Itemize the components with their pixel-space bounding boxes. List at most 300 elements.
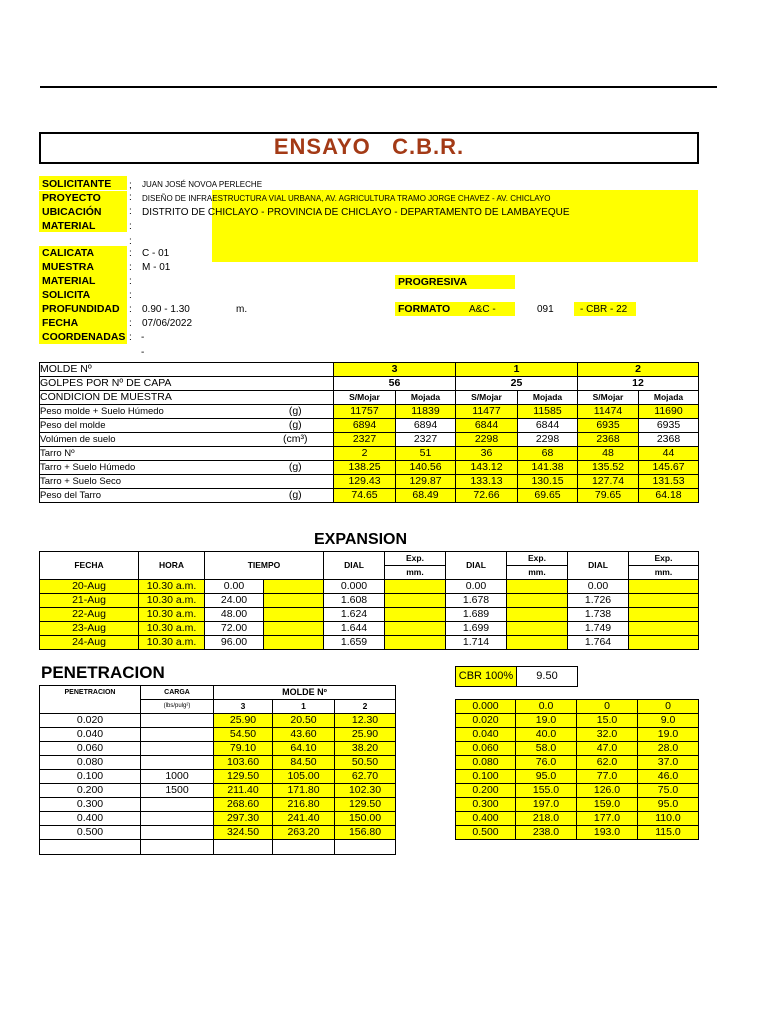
- table-row: [40, 419, 699, 433]
- cell: 133.13: [456, 475, 518, 489]
- cell: 193.0: [577, 826, 638, 840]
- cell: 102.30: [335, 784, 396, 798]
- cell: 79.10: [214, 742, 273, 756]
- cell: 0: [638, 700, 699, 714]
- coordenadas-value: -: [141, 347, 145, 358]
- cell: 47.0: [577, 742, 638, 756]
- proyecto-value: DISEÑO DE INFRAESTRUCTURA VIAL URBANA, AV. AGRICULTURA TRAMO JORGE CHAVEZ - AV. CHICLAYO: [142, 194, 551, 203]
- cell: 11757: [334, 405, 396, 419]
- table-row: [40, 461, 699, 475]
- table-row: [40, 489, 699, 503]
- table-row: [40, 840, 396, 855]
- cell: 25.90: [214, 714, 273, 728]
- colon: :: [129, 332, 132, 343]
- cell: 0.500: [40, 826, 141, 840]
- col-molde: MOLDE Nº: [214, 686, 396, 700]
- cell: 0.080: [456, 756, 516, 770]
- cell: 0.000: [456, 700, 516, 714]
- muestra-value: M - 01: [142, 262, 171, 273]
- mold-number: 2: [335, 700, 396, 714]
- formato-prefix: A&C -: [469, 304, 496, 315]
- cell: 44: [639, 447, 699, 461]
- cell: 10.30 a.m.: [139, 622, 205, 636]
- cell: 15.0: [577, 714, 638, 728]
- col-mm: mm.: [507, 566, 568, 580]
- table-row: [40, 742, 396, 756]
- cell: 62.0: [577, 756, 638, 770]
- cell: 1000: [141, 770, 214, 784]
- cell: [629, 636, 699, 650]
- cell: 0: [577, 700, 638, 714]
- cell: 177.0: [577, 812, 638, 826]
- col-exp: Exp.: [507, 552, 568, 566]
- cbr-value: 9.50: [517, 667, 578, 687]
- cell: 0.060: [40, 742, 141, 756]
- profundidad-unit: m.: [236, 304, 248, 315]
- row-label: Peso del Tarro: [40, 489, 258, 503]
- ubicacion-value: DISTRITO DE CHICLAYO - PROVINCIA DE CHICLAYO - DEPARTAMENTO DE LAMBAYEQUE: [142, 207, 570, 218]
- cell: 0.500: [456, 826, 516, 840]
- mold-number: 3: [334, 363, 456, 377]
- row-label: Peso del molde: [40, 419, 258, 433]
- row-unit: (g): [258, 419, 334, 433]
- cell: 37.0: [638, 756, 699, 770]
- cell: 0.0: [516, 700, 577, 714]
- cell: 150.00: [335, 812, 396, 826]
- table-row: [456, 756, 699, 770]
- table-row: [40, 756, 396, 770]
- cell: 22-Aug: [40, 608, 139, 622]
- cell: 20.50: [273, 714, 335, 728]
- table-row: [456, 728, 699, 742]
- table-row: [456, 770, 699, 784]
- coordenadas-label: COORDENADAS: [42, 331, 126, 343]
- cell: 54.50: [214, 728, 273, 742]
- mold-number: 3: [214, 700, 273, 714]
- cell: 138.25: [334, 461, 396, 475]
- golpes-value: 56: [334, 377, 456, 391]
- cell: 263.20: [273, 826, 335, 840]
- col-mm: mm.: [629, 566, 699, 580]
- solicita-label: SOLICITA: [42, 289, 91, 301]
- formato-code: - CBR - 22: [580, 304, 628, 315]
- row-label: Tarro Nº: [40, 447, 258, 461]
- cell: 135.52: [578, 461, 639, 475]
- cell: 0.00: [205, 580, 264, 594]
- row-label: Peso molde + Suelo Húmedo: [40, 405, 258, 419]
- cell: [141, 742, 214, 756]
- cell: 12.30: [335, 714, 396, 728]
- cell: 131.53: [639, 475, 699, 489]
- cell: 324.50: [214, 826, 273, 840]
- cell: 20-Aug: [40, 580, 139, 594]
- cell: 0.000: [324, 580, 385, 594]
- cell: [629, 580, 699, 594]
- row-unit: (g): [258, 405, 334, 419]
- cell: 1500: [141, 784, 214, 798]
- colon: ;: [129, 180, 132, 191]
- cell: [141, 728, 214, 742]
- cell: 72.66: [456, 489, 518, 503]
- material-label: MATERIAL: [42, 275, 96, 287]
- coordenadas-value: -: [141, 332, 145, 343]
- cell: 79.65: [578, 489, 639, 503]
- cell: 68.49: [396, 489, 456, 503]
- condition-cell: S/Mojar: [456, 391, 518, 405]
- cell: [507, 622, 568, 636]
- cell: 72.00: [205, 622, 264, 636]
- col-tiempo: TIEMPO: [205, 552, 324, 580]
- col-fecha: FECHA: [40, 552, 139, 580]
- cell: [141, 812, 214, 826]
- row-label: Tarro + Suelo Húmedo: [40, 461, 258, 475]
- col-exp: Exp.: [629, 552, 699, 566]
- table-row: [456, 714, 699, 728]
- cell: [141, 756, 214, 770]
- cell: [507, 608, 568, 622]
- table-row: [40, 728, 396, 742]
- cell: 127.74: [578, 475, 639, 489]
- cell: 0.300: [40, 798, 141, 812]
- cell: 19.0: [638, 728, 699, 742]
- table-row: [456, 784, 699, 798]
- cell: [507, 636, 568, 650]
- table-row: [40, 784, 396, 798]
- condicion-label: CONDICION DE MUESTRA: [40, 391, 334, 405]
- cell: 19.0: [516, 714, 577, 728]
- table-row: [40, 770, 396, 784]
- cell: 6935: [639, 419, 699, 433]
- golpes-value: 25: [456, 377, 578, 391]
- cell: [264, 580, 324, 594]
- fecha-label: FECHA: [42, 317, 79, 329]
- colon: :: [129, 290, 132, 301]
- col-dial: DIAL: [568, 552, 629, 580]
- table-row: [40, 714, 396, 728]
- cell: 77.0: [577, 770, 638, 784]
- solicitante-label: SOLICITANTE: [42, 178, 112, 190]
- mold-number: 2: [578, 363, 699, 377]
- table-row: [40, 475, 699, 489]
- cell: 1.726: [568, 594, 629, 608]
- cell: 69.65: [518, 489, 578, 503]
- cell: [273, 840, 335, 855]
- table-row: [456, 812, 699, 826]
- cell: 10.30 a.m.: [139, 594, 205, 608]
- row-unit: (g): [258, 489, 334, 503]
- col-carga-unit: (lbs/pulg²): [141, 700, 214, 714]
- table-row: [40, 812, 396, 826]
- cell: 74.65: [334, 489, 396, 503]
- table-row: [40, 622, 699, 636]
- cbr-label: CBR 100%: [456, 667, 517, 687]
- cell: 140.56: [396, 461, 456, 475]
- penetracion-table: [39, 685, 396, 855]
- col-dial: DIAL: [324, 552, 385, 580]
- cell: 105.00: [273, 770, 335, 784]
- cell: [629, 608, 699, 622]
- cell: [214, 840, 273, 855]
- colon: :: [129, 262, 132, 273]
- profundidad-label: PROFUNDIDAD: [42, 303, 120, 315]
- cell: 95.0: [638, 798, 699, 812]
- table-row: [456, 700, 699, 714]
- cell: [264, 622, 324, 636]
- cell: 38.20: [335, 742, 396, 756]
- cell: 0.040: [40, 728, 141, 742]
- colon: :: [129, 236, 132, 247]
- penetracion-title: PENETRACION: [41, 663, 165, 682]
- cell: 6935: [578, 419, 639, 433]
- molde-label: MOLDE Nº: [40, 363, 334, 377]
- col-penetracion: PENETRACION: [40, 686, 141, 714]
- cell: [40, 840, 141, 855]
- cell: 171.80: [273, 784, 335, 798]
- cell: 0.020: [456, 714, 516, 728]
- cell: 115.0: [638, 826, 699, 840]
- cell: 0.200: [40, 784, 141, 798]
- col-dial: DIAL: [446, 552, 507, 580]
- cell: 155.0: [516, 784, 577, 798]
- material-label: MATERIAL: [42, 220, 96, 232]
- cell: 75.0: [638, 784, 699, 798]
- table-row: [40, 826, 396, 840]
- cell: 6894: [334, 419, 396, 433]
- cell: 11585: [518, 405, 578, 419]
- table-row: [40, 580, 699, 594]
- cell: 197.0: [516, 798, 577, 812]
- table-row: [40, 608, 699, 622]
- cell: [141, 798, 214, 812]
- cell: [141, 826, 214, 840]
- cell: [385, 636, 446, 650]
- table-row: [40, 433, 699, 447]
- row-unit: (g): [258, 461, 334, 475]
- cell: 0.100: [40, 770, 141, 784]
- cell: 21-Aug: [40, 594, 139, 608]
- cell: 0.080: [40, 756, 141, 770]
- cell: [141, 714, 214, 728]
- row-unit: (cm³): [258, 433, 334, 447]
- cell: 1.714: [446, 636, 507, 650]
- cell: 216.80: [273, 798, 335, 812]
- table-row: [40, 405, 699, 419]
- table-row: [40, 636, 699, 650]
- cell: 46.0: [638, 770, 699, 784]
- table-row: [40, 447, 699, 461]
- mold-number: 1: [273, 700, 335, 714]
- cell: 268.60: [214, 798, 273, 812]
- cell: 51: [396, 447, 456, 461]
- cell: 211.40: [214, 784, 273, 798]
- table-row: [456, 742, 699, 756]
- cell: 6894: [396, 419, 456, 433]
- cell: 0.00: [568, 580, 629, 594]
- cell: 1.608: [324, 594, 385, 608]
- cell: 1.659: [324, 636, 385, 650]
- cell: 1.699: [446, 622, 507, 636]
- cell: 68: [518, 447, 578, 461]
- cell: 11477: [456, 405, 518, 419]
- table-row: [40, 594, 699, 608]
- formato-label: FORMATO: [398, 303, 451, 315]
- cell: [629, 622, 699, 636]
- cell: 95.0: [516, 770, 577, 784]
- col-carga: CARGA: [141, 686, 214, 700]
- calicata-value: C - 01: [142, 248, 170, 259]
- top-rule: [40, 86, 717, 88]
- cell: 126.0: [577, 784, 638, 798]
- cbr-summary: [455, 666, 578, 687]
- cell: 43.60: [273, 728, 335, 742]
- cell: 145.67: [639, 461, 699, 475]
- cell: 129.43: [334, 475, 396, 489]
- cell: 2327: [396, 433, 456, 447]
- colon: :: [129, 221, 132, 232]
- cell: 64.10: [273, 742, 335, 756]
- mold-table: [39, 362, 699, 503]
- colon: :: [129, 304, 132, 315]
- cell: [629, 594, 699, 608]
- condition-cell: Mojada: [639, 391, 699, 405]
- table-row: [456, 826, 699, 840]
- cell: [335, 840, 396, 855]
- profundidad-value: 0.90 - 1.30: [142, 304, 190, 315]
- mold-number: 1: [456, 363, 578, 377]
- cell: [385, 594, 446, 608]
- cell: 1.764: [568, 636, 629, 650]
- cell: 10.30 a.m.: [139, 608, 205, 622]
- expansion-title: EXPANSION: [314, 531, 408, 548]
- colon: :: [129, 206, 132, 217]
- col-exp: Exp.: [385, 552, 446, 566]
- cbr-table: [455, 699, 699, 840]
- page-title: ENSAYO C.B.R.: [273, 134, 465, 159]
- condition-cell: S/Mojar: [334, 391, 396, 405]
- cell: 129.87: [396, 475, 456, 489]
- cell: [264, 594, 324, 608]
- cell: [385, 580, 446, 594]
- cell: 50.50: [335, 756, 396, 770]
- colon: :: [129, 248, 132, 259]
- cell: 76.0: [516, 756, 577, 770]
- solicitante-value: JUAN JOSÉ NOVOA PERLECHE: [142, 180, 263, 189]
- golpes-label: GOLPES POR Nº DE CAPA: [40, 377, 334, 391]
- col-mm: mm.: [385, 566, 446, 580]
- condition-cell: S/Mojar: [578, 391, 639, 405]
- row-label: Volúmen de suelo: [40, 433, 258, 447]
- cell: 297.30: [214, 812, 273, 826]
- cell: 241.40: [273, 812, 335, 826]
- cell: 2327: [334, 433, 396, 447]
- cell: 24.00: [205, 594, 264, 608]
- cell: 96.00: [205, 636, 264, 650]
- cell: 10.30 a.m.: [139, 580, 205, 594]
- colon: :: [129, 192, 132, 203]
- cell: 0.00: [446, 580, 507, 594]
- expansion-table: [39, 551, 699, 650]
- cell: 0.040: [456, 728, 516, 742]
- cell: 2298: [456, 433, 518, 447]
- cell: 23-Aug: [40, 622, 139, 636]
- col-hora: HORA: [139, 552, 205, 580]
- cell: 25.90: [335, 728, 396, 742]
- cell: 130.15: [518, 475, 578, 489]
- cell: [385, 608, 446, 622]
- cell: 58.0: [516, 742, 577, 756]
- cell: 11474: [578, 405, 639, 419]
- colon: :: [129, 276, 132, 287]
- table-row: [40, 798, 396, 812]
- cell: 40.0: [516, 728, 577, 742]
- muestra-label: MUESTRA: [42, 261, 94, 273]
- cell: [141, 840, 214, 855]
- cell: 0.060: [456, 742, 516, 756]
- cell: 48: [578, 447, 639, 461]
- cell: 159.0: [577, 798, 638, 812]
- cell: 103.60: [214, 756, 273, 770]
- cell: 11690: [639, 405, 699, 419]
- cell: 2368: [578, 433, 639, 447]
- cell: 1.749: [568, 622, 629, 636]
- cell: [385, 622, 446, 636]
- fecha-value: 07/06/2022: [142, 318, 193, 329]
- row-unit: [258, 475, 334, 489]
- cell: 84.50: [273, 756, 335, 770]
- cell: 0.020: [40, 714, 141, 728]
- cell: 2368: [639, 433, 699, 447]
- cell: [507, 594, 568, 608]
- cell: 6844: [518, 419, 578, 433]
- cell: 0.300: [456, 798, 516, 812]
- cell: [507, 580, 568, 594]
- cell: 9.0: [638, 714, 699, 728]
- cell: 129.50: [214, 770, 273, 784]
- cell: 28.0: [638, 742, 699, 756]
- row-unit: [258, 447, 334, 461]
- table-row: [456, 798, 699, 812]
- cell: 2: [334, 447, 396, 461]
- cell: 238.0: [516, 826, 577, 840]
- cell: 1.624: [324, 608, 385, 622]
- cell: 0.100: [456, 770, 516, 784]
- cell: 36: [456, 447, 518, 461]
- proyecto-label: PROYECTO: [42, 192, 101, 204]
- cell: 143.12: [456, 461, 518, 475]
- cell: 24-Aug: [40, 636, 139, 650]
- colon: :: [129, 318, 132, 329]
- formato-number: 091: [537, 304, 554, 315]
- cell: 0.400: [456, 812, 516, 826]
- cell: 11839: [396, 405, 456, 419]
- cell: 1.738: [568, 608, 629, 622]
- cell: 64.18: [639, 489, 699, 503]
- cell: 156.80: [335, 826, 396, 840]
- row-label: Tarro + Suelo Seco: [40, 475, 258, 489]
- cell: 1.644: [324, 622, 385, 636]
- ubicacion-label: UBICACIÓN: [42, 206, 102, 218]
- cell: 0.400: [40, 812, 141, 826]
- cell: 6844: [456, 419, 518, 433]
- cell: 141.38: [518, 461, 578, 475]
- cell: 2298: [518, 433, 578, 447]
- condition-cell: Mojada: [518, 391, 578, 405]
- cell: 62.70: [335, 770, 396, 784]
- cell: 129.50: [335, 798, 396, 812]
- cell: 32.0: [577, 728, 638, 742]
- cell: 1.678: [446, 594, 507, 608]
- cell: [264, 636, 324, 650]
